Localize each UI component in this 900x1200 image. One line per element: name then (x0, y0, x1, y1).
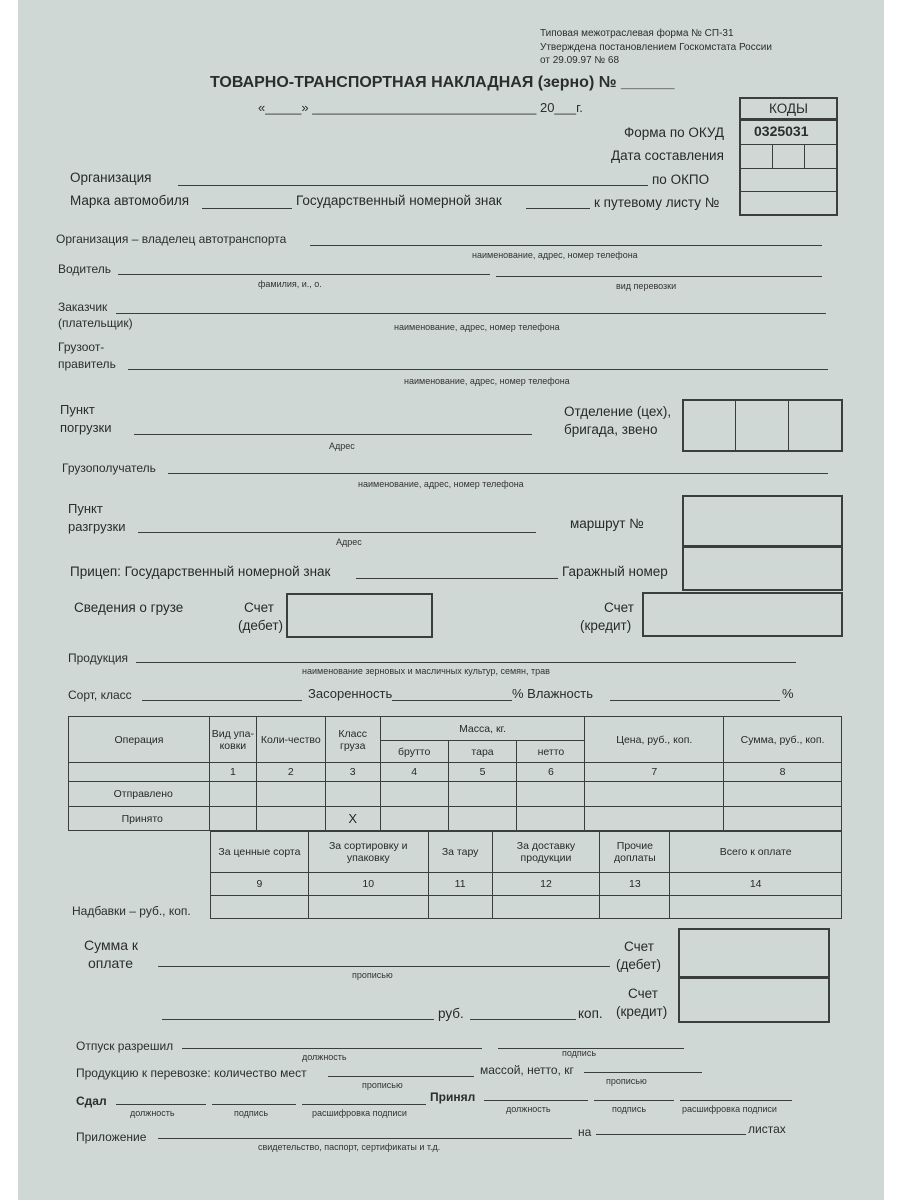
approved-date: от 29.09.97 № 68 (540, 55, 620, 66)
route-label: маршрут № (570, 516, 644, 531)
table-cell[interactable] (724, 782, 842, 807)
took-decode-field[interactable] (680, 1100, 792, 1101)
shipper-hint: наименование, адрес, номер телефона (404, 376, 570, 386)
organization-label: Организация (70, 170, 152, 185)
transport-type-field[interactable] (496, 276, 822, 277)
col-num: 10 (308, 873, 428, 896)
weediness-label: Засоренность (308, 686, 393, 701)
route-box[interactable] (682, 495, 843, 547)
col-num: 1 (209, 763, 256, 782)
codes-title: КОДЫ (768, 101, 808, 116)
took-label: Принял (430, 1090, 476, 1104)
driver-hint: фамилия, и., о. (258, 279, 322, 289)
col-num: 5 (448, 763, 517, 782)
consignee-label: Грузополучатель (62, 461, 156, 475)
customer-field[interactable] (116, 313, 826, 314)
payment-sum-label: Сумма к (84, 937, 139, 953)
date-line: «_____» _______________________________ 20___г. (258, 100, 583, 115)
plate-label: Государственный номерной знак (296, 193, 502, 208)
garage-box[interactable] (682, 546, 843, 591)
table-row (211, 896, 842, 919)
debit-account-box[interactable] (286, 593, 433, 638)
debit-account-label-2: (дебет) (238, 618, 284, 633)
table-cell[interactable] (256, 807, 325, 831)
release-signature-hint: подпись (562, 1048, 597, 1058)
th-sorting-packing: За сортировку и упаковку (308, 832, 428, 873)
credit-account-label-2: (кредит) (580, 618, 632, 633)
th-sum: Сумма, руб., коп. (724, 717, 842, 763)
payment-words-field[interactable] (158, 966, 610, 967)
customer-label: Заказчик (58, 300, 108, 314)
table-cell[interactable] (448, 782, 517, 807)
humidity-label: % Влажность (512, 686, 593, 701)
consignee-hint: наименование, адрес, номер телефона (358, 479, 524, 489)
release-label: Отпуск разрешил (76, 1039, 174, 1053)
codes-title-box (739, 97, 838, 120)
th-mass: Масса, кг. (380, 717, 585, 741)
okud-label: Форма по ОКУД (624, 125, 725, 140)
row-sent-label: Отправлено (69, 782, 210, 807)
th-net: нетто (517, 741, 585, 763)
department-box[interactable] (682, 399, 843, 452)
table-cell[interactable] (670, 896, 842, 919)
release-position-field[interactable] (182, 1048, 482, 1049)
payment-rub-field[interactable] (162, 1019, 434, 1020)
table-cell[interactable] (724, 807, 842, 831)
gave-position-field[interactable] (116, 1104, 206, 1105)
okpo-label: по ОКПО (652, 172, 710, 187)
th-valuable-grades: За ценные сорта (211, 832, 309, 873)
th-pack: Вид упа-ковки (209, 717, 256, 763)
table-cell[interactable] (585, 782, 724, 807)
col-num: 13 (600, 873, 670, 896)
table-cell[interactable] (325, 782, 380, 807)
col-num (69, 763, 210, 782)
attachment-field[interactable] (158, 1138, 572, 1139)
trailer-plate-field[interactable] (356, 578, 558, 579)
th-other: Прочие доплаты (600, 832, 670, 873)
credit-account-label: Счет (604, 600, 634, 615)
surcharge-table (210, 831, 842, 919)
table-cell[interactable] (517, 807, 585, 831)
trailer-label: Прицеп: Государственный номерной знак (70, 564, 331, 579)
th-qty: Коли-чество (256, 717, 325, 763)
gave-signature-hint: подпись (234, 1108, 269, 1118)
col-num: 9 (211, 873, 309, 896)
th-operation: Операция (69, 717, 210, 763)
table-cell[interactable] (492, 896, 600, 919)
attachment-hint: свидетельство, паспорт, сертификаты и т.д. (258, 1142, 441, 1152)
grade-label: Сорт, класс (68, 688, 132, 702)
owner-org-hint: наименование, адрес, номер телефона (472, 250, 638, 260)
department-label-2: бригада, звено (564, 422, 658, 437)
th-delivery: За доставку продукции (492, 832, 600, 873)
table-cell[interactable] (308, 896, 428, 919)
customer-label-2: (плательщик) (58, 316, 133, 330)
goods-count-hint: прописью (362, 1080, 403, 1090)
table-cell[interactable] (209, 807, 256, 831)
col-num: 6 (517, 763, 585, 782)
cargo-table (68, 716, 842, 831)
payment-debit-label: Счет (624, 939, 654, 954)
customer-hint: наименование, адрес, номер телефона (394, 322, 560, 332)
took-decode-hint: расшифровка подписи (682, 1104, 777, 1114)
sheets-label: листах (748, 1122, 786, 1136)
unloading-label-2: разгрузки (68, 519, 126, 534)
row-received-label: Принято (69, 807, 210, 831)
payment-debit-label-2: (дебет) (616, 957, 662, 972)
th-tare-surcharge: За тару (428, 832, 492, 873)
loading-address-field[interactable] (134, 434, 532, 435)
took-position-hint: должность (506, 1104, 551, 1114)
col-num: 11 (428, 873, 492, 896)
on-label: на (578, 1125, 592, 1139)
th-tare: тара (448, 741, 517, 763)
table-cell[interactable] (600, 896, 670, 919)
table-cell[interactable] (380, 782, 448, 807)
loading-address-hint: Адрес (329, 441, 355, 451)
goods-label: Продукцию к перевозке: количество мест (76, 1066, 307, 1080)
th-class: Класс груза (325, 717, 380, 763)
mass-net-label: массой, нетто, кг (480, 1063, 574, 1077)
shipper-label: Грузоот- (58, 340, 105, 354)
waybill-form (18, 0, 884, 1200)
col-num: 14 (670, 873, 842, 896)
table-cell[interactable] (585, 807, 724, 831)
gave-decode-hint: расшифровка подписи (312, 1108, 407, 1118)
humidity-field[interactable] (610, 700, 780, 701)
loading-label-2: погрузки (60, 420, 112, 435)
table-cell[interactable] (448, 807, 517, 831)
gave-signature-field[interactable] (212, 1104, 296, 1105)
table-cell[interactable] (517, 782, 585, 807)
unloading-address-field[interactable] (138, 532, 536, 533)
unloading-address-hint: Адрес (336, 537, 362, 547)
payment-credit-label: Счет (628, 986, 658, 1001)
transport-type-hint: вид перевозки (616, 281, 677, 291)
loading-label: Пункт (60, 402, 95, 417)
weediness-field[interactable] (392, 700, 512, 701)
product-label: Продукция (68, 651, 129, 665)
okud-value: 0325031 (754, 123, 809, 139)
goods-count-field[interactable] (328, 1076, 474, 1077)
col-num: 2 (256, 763, 325, 782)
table-cell[interactable] (256, 782, 325, 807)
grade-field[interactable] (142, 700, 302, 701)
car-brand-label: Марка автомобиля (70, 193, 190, 208)
table-cell[interactable] (209, 782, 256, 807)
owner-org-label: Организация – владелец автотранспорта (56, 232, 287, 246)
organization-field[interactable] (178, 185, 648, 186)
plate-field[interactable] (526, 208, 590, 209)
table-row (69, 782, 842, 807)
department-label: Отделение (цех), (564, 404, 672, 419)
unloading-label: Пункт (68, 501, 103, 516)
payment-credit-label-2: (кредит) (616, 1004, 668, 1019)
payment-sum-label-2: оплате (88, 955, 134, 971)
th-price: Цена, руб., коп. (585, 717, 724, 763)
date-compiled-label: Дата составления (611, 148, 724, 163)
col-num: 4 (380, 763, 448, 782)
th-total: Всего к оплате (670, 832, 842, 873)
debit-account-label: Счет (244, 600, 274, 615)
col-num: 3 (325, 763, 380, 782)
garage-label: Гаражный номер (562, 564, 668, 579)
gave-label: Сдал (76, 1094, 107, 1108)
payment-words-hint: прописью (352, 970, 393, 980)
form-title: ТОВАРНО-ТРАНСПОРТНАЯ НАКЛАДНАЯ (зерно) № ______ (210, 74, 675, 91)
took-position-field[interactable] (484, 1100, 588, 1101)
consignee-field[interactable] (168, 473, 828, 474)
took-signature-field[interactable] (594, 1100, 674, 1101)
car-brand-field[interactable] (202, 208, 292, 209)
product-field[interactable] (136, 662, 796, 663)
payment-kop-field[interactable] (470, 1019, 576, 1020)
waybill-label: к путевому листу № (594, 195, 720, 210)
payment-credit-box[interactable] (678, 977, 830, 1023)
attachment-label: Приложение (76, 1130, 147, 1144)
took-signature-hint: подпись (612, 1104, 647, 1114)
shipper-field[interactable] (128, 369, 828, 370)
table-cell[interactable] (211, 896, 309, 919)
col-num: 8 (724, 763, 842, 782)
table-cell[interactable] (428, 896, 492, 919)
credit-account-box[interactable] (642, 592, 843, 637)
th-gross: брутто (380, 741, 448, 763)
mass-net-field[interactable] (584, 1072, 702, 1073)
typical-form-note: Типовая межотраслевая форма № СП-31 (540, 28, 734, 39)
release-position-hint: должность (302, 1052, 347, 1062)
payment-debit-box[interactable] (678, 928, 830, 978)
x-mark: X (325, 807, 380, 831)
product-hint: наименование зерновых и масличных культур, семян, трав (302, 666, 550, 676)
owner-org-field[interactable] (310, 245, 822, 246)
kop-label: коп. (578, 1006, 603, 1021)
table-row (69, 807, 842, 831)
mass-net-hint: прописью (606, 1076, 647, 1086)
col-num: 12 (492, 873, 600, 896)
surcharge-label: Надбавки – руб., коп. (72, 904, 191, 918)
cargo-info-label: Сведения о грузе (74, 600, 184, 615)
table-cell[interactable] (380, 807, 448, 831)
gave-position-hint: должность (130, 1108, 175, 1118)
driver-field[interactable] (118, 274, 490, 275)
col-num: 7 (585, 763, 724, 782)
sheets-count-field[interactable] (596, 1134, 746, 1135)
percent-sign: % (782, 686, 794, 701)
shipper-label-2: правитель (58, 357, 116, 371)
approved-note: Утверждена постановлением Госкомстата России (540, 42, 772, 53)
rub-label: руб. (438, 1006, 464, 1021)
gave-decode-field[interactable] (302, 1104, 426, 1105)
driver-label: Водитель (58, 262, 112, 276)
